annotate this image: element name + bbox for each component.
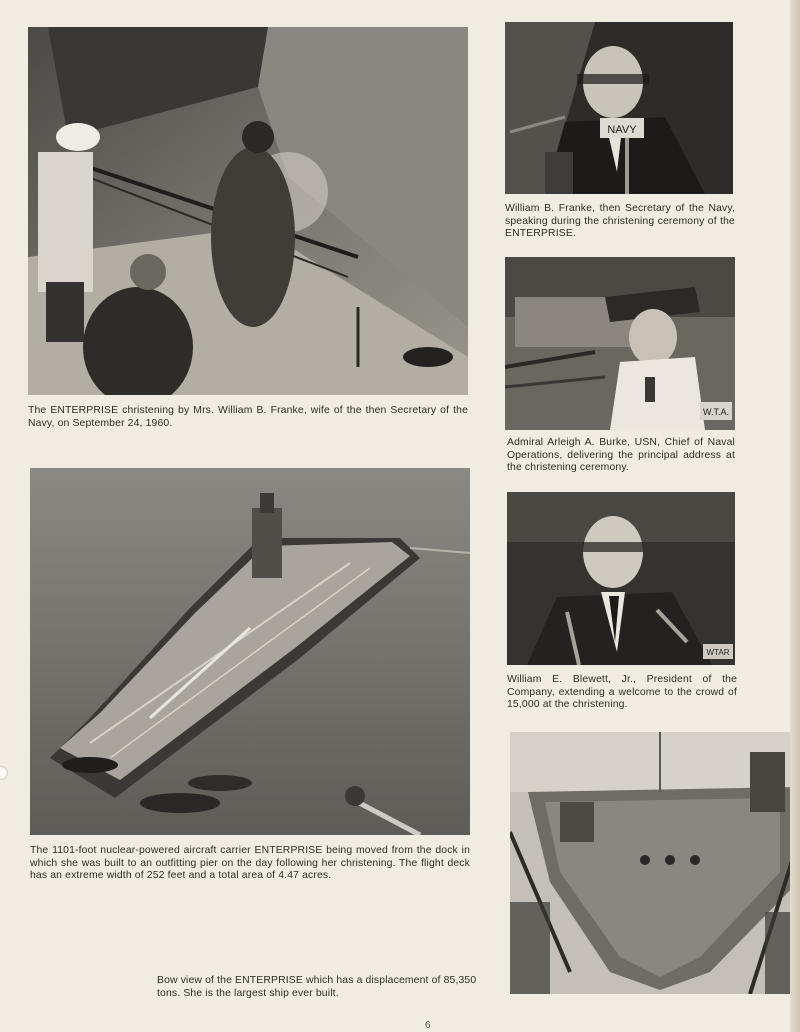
navy-podium-sign: NAVY bbox=[607, 124, 637, 136]
admiral-burke-address-photo bbox=[505, 257, 735, 430]
aircraft-carrier-aerial-photo bbox=[30, 468, 470, 835]
bow-caption: Bow view of the ENTERPRISE which has a displacement of 85,350 tons. She is the largest ship ever built. bbox=[157, 975, 477, 999]
carrier-caption: The 1101-foot nuclear-powered aircraft carrier ENTERPRISE being moved from the dock in which she was built to an outfitting pier on the day following her christening. The flight deck has an extreme width of 252 feet and a total area of 4.47 acres. bbox=[30, 845, 470, 882]
burke-caption: Admiral Arleigh A. Burke, USN, Chief of Naval Operations, delivering the principal address at the christening ceremony. bbox=[507, 437, 735, 474]
carrier-bow-view-photo bbox=[510, 732, 798, 994]
franke-caption: William B. Franke, then Secretary of the Navy, speaking during the christening ceremony of the ENTERPRISE. bbox=[505, 203, 735, 240]
page-number: 6 bbox=[425, 1020, 431, 1031]
secretary-franke-speaking-photo bbox=[505, 22, 733, 194]
blewett-welcome-photo bbox=[507, 492, 735, 665]
blewett-caption: William E. Blewett, Jr., President of the Company, extending a welcome to the crowd of 15,000 at the christening. bbox=[507, 674, 737, 711]
wta-podium-sign: W.T.A. bbox=[702, 407, 730, 417]
christening-caption: The ENTERPRISE christening by Mrs. William B. Franke, wife of the then Secretary of the Navy, on September 24, 1960. bbox=[28, 405, 468, 429]
page-edge bbox=[790, 0, 800, 1032]
binder-hole bbox=[0, 766, 8, 780]
christening-ceremony-photo bbox=[28, 27, 468, 395]
wtar-podium-sign: WTAR bbox=[706, 648, 730, 657]
